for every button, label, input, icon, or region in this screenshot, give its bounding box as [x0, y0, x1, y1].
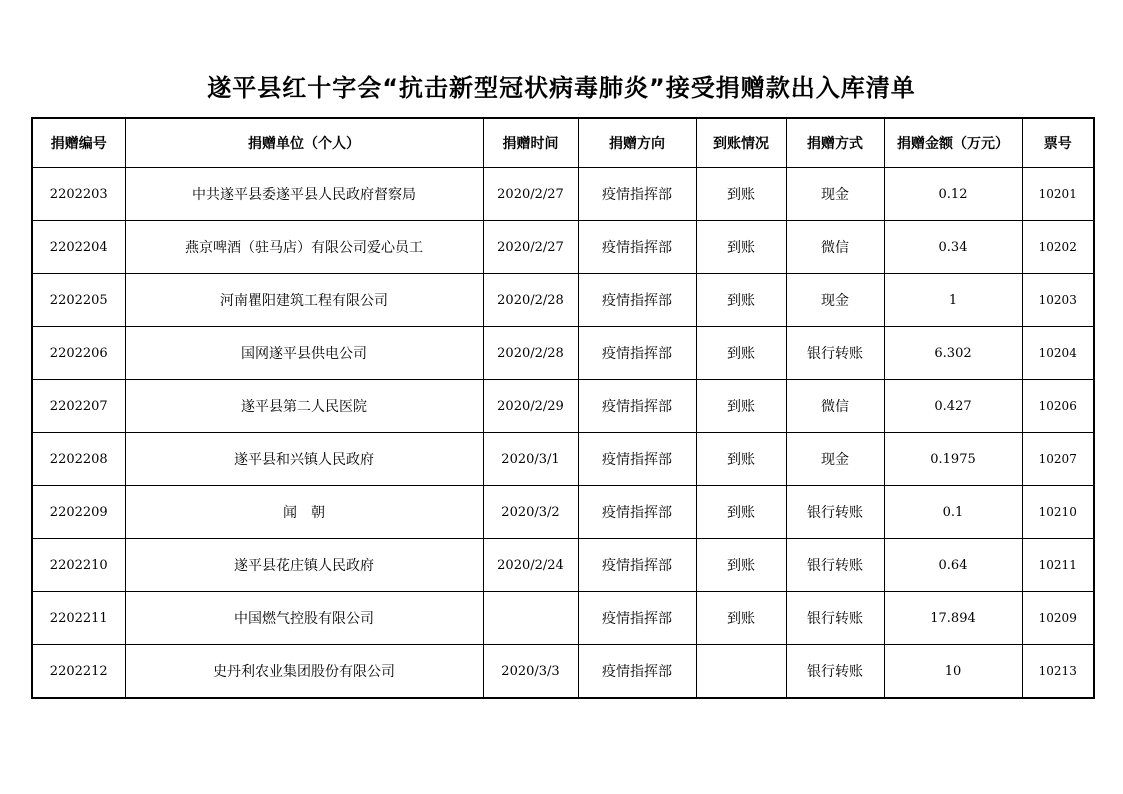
amount-cell: 6.302 — [884, 327, 1022, 380]
status-cell — [696, 645, 786, 699]
table-row — [32, 327, 1094, 380]
header-ticket-number: 票号 — [1022, 118, 1094, 168]
status-cell: 到账 — [696, 327, 786, 380]
donation-id-cell: 2202207 — [32, 380, 125, 433]
direction-cell: 疫情指挥部 — [578, 221, 696, 274]
donor-cell: 河南瞿阳建筑工程有限公司 — [125, 274, 483, 327]
ticket-cell: 10202 — [1022, 221, 1094, 274]
amount-cell: 10 — [884, 645, 1022, 699]
method-cell: 银行转账 — [786, 592, 884, 645]
date-cell: 2020/2/24 — [483, 539, 578, 592]
method-cell: 微信 — [786, 380, 884, 433]
method-cell: 银行转账 — [786, 486, 884, 539]
ticket-cell: 10201 — [1022, 168, 1094, 221]
ticket-cell: 10211 — [1022, 539, 1094, 592]
date-cell: 2020/2/29 — [483, 380, 578, 433]
direction-cell: 疫情指挥部 — [578, 380, 696, 433]
amount-cell: 0.64 — [884, 539, 1022, 592]
date-cell: 2020/2/27 — [483, 168, 578, 221]
amount-cell: 1 — [884, 274, 1022, 327]
direction-cell: 疫情指挥部 — [578, 274, 696, 327]
direction-cell: 疫情指挥部 — [578, 539, 696, 592]
donation-id-cell: 2202209 — [32, 486, 125, 539]
donor-cell: 史丹利农业集团股份有限公司 — [125, 645, 483, 699]
donation-id-cell: 2202208 — [32, 433, 125, 486]
direction-cell: 疫情指挥部 — [578, 168, 696, 221]
table-row — [32, 274, 1094, 327]
donor-cell: 遂平县花庄镇人民政府 — [125, 539, 483, 592]
donor-cell: 中国燃气控股有限公司 — [125, 592, 483, 645]
direction-cell: 疫情指挥部 — [578, 645, 696, 699]
status-cell: 到账 — [696, 539, 786, 592]
method-cell: 银行转账 — [786, 645, 884, 699]
ticket-cell: 10206 — [1022, 380, 1094, 433]
table-row — [32, 380, 1094, 433]
donor-cell: 中共遂平县委遂平县人民政府督察局 — [125, 168, 483, 221]
header-donation-amount: 捐赠金额（万元） — [884, 118, 1022, 168]
header-donation-id: 捐赠编号 — [32, 118, 125, 168]
amount-cell: 0.34 — [884, 221, 1022, 274]
method-cell: 现金 — [786, 168, 884, 221]
status-cell: 到账 — [696, 380, 786, 433]
table-row — [32, 168, 1094, 221]
status-cell: 到账 — [696, 221, 786, 274]
table-row — [32, 645, 1094, 699]
donation-id-cell: 2202205 — [32, 274, 125, 327]
header-donation-method: 捐赠方式 — [786, 118, 884, 168]
table-row — [32, 486, 1094, 539]
direction-cell: 疫情指挥部 — [578, 592, 696, 645]
header-donor: 捐赠单位（个人） — [125, 118, 483, 168]
amount-cell: 17.894 — [884, 592, 1022, 645]
donor-cell: 国网遂平县供电公司 — [125, 327, 483, 380]
donation-ledger-table — [31, 117, 1095, 699]
ticket-cell: 10203 — [1022, 274, 1094, 327]
donor-cell: 闻 朝 — [125, 486, 483, 539]
donor-cell: 遂平县第二人民医院 — [125, 380, 483, 433]
table-row — [32, 592, 1094, 645]
direction-cell: 疫情指挥部 — [578, 327, 696, 380]
method-cell: 微信 — [786, 221, 884, 274]
document-title: 遂平县红十字会“抗击新型冠状病毒肺炎”接受捐赠款出入库清单 — [207, 74, 916, 102]
donor-cell: 燕京啤酒（驻马店）有限公司爱心员工 — [125, 221, 483, 274]
ticket-cell: 10213 — [1022, 645, 1094, 699]
header-donation-direction: 捐赠方向 — [578, 118, 696, 168]
header-receipt-status: 到账情况 — [696, 118, 786, 168]
ticket-cell: 10204 — [1022, 327, 1094, 380]
status-cell: 到账 — [696, 592, 786, 645]
donation-id-cell: 2202204 — [32, 221, 125, 274]
date-cell: 2020/2/27 — [483, 221, 578, 274]
status-cell: 到账 — [696, 433, 786, 486]
donation-id-cell: 2202203 — [32, 168, 125, 221]
date-cell: 2020/2/28 — [483, 327, 578, 380]
status-cell: 到账 — [696, 168, 786, 221]
amount-cell: 0.1 — [884, 486, 1022, 539]
date-cell — [483, 592, 578, 645]
date-cell: 2020/2/28 — [483, 274, 578, 327]
ticket-cell: 10210 — [1022, 486, 1094, 539]
method-cell: 银行转账 — [786, 539, 884, 592]
amount-cell: 0.427 — [884, 380, 1022, 433]
table-row — [32, 433, 1094, 486]
amount-cell: 0.1975 — [884, 433, 1022, 486]
date-cell: 2020/3/1 — [483, 433, 578, 486]
status-cell: 到账 — [696, 274, 786, 327]
date-cell: 2020/3/3 — [483, 645, 578, 699]
amount-cell: 0.12 — [884, 168, 1022, 221]
donor-cell: 遂平县和兴镇人民政府 — [125, 433, 483, 486]
table-row — [32, 539, 1094, 592]
header-donation-date: 捐赠时间 — [483, 118, 578, 168]
donation-id-cell: 2202211 — [32, 592, 125, 645]
method-cell: 现金 — [786, 433, 884, 486]
method-cell: 银行转账 — [786, 327, 884, 380]
donation-id-cell: 2202206 — [32, 327, 125, 380]
ticket-cell: 10209 — [1022, 592, 1094, 645]
table-row — [32, 221, 1094, 274]
donation-id-cell: 2202210 — [32, 539, 125, 592]
status-cell: 到账 — [696, 486, 786, 539]
date-cell: 2020/3/2 — [483, 486, 578, 539]
direction-cell: 疫情指挥部 — [578, 433, 696, 486]
direction-cell: 疫情指挥部 — [578, 486, 696, 539]
method-cell: 现金 — [786, 274, 884, 327]
table-header-row — [32, 118, 1094, 168]
ticket-cell: 10207 — [1022, 433, 1094, 486]
donation-id-cell: 2202212 — [32, 645, 125, 699]
